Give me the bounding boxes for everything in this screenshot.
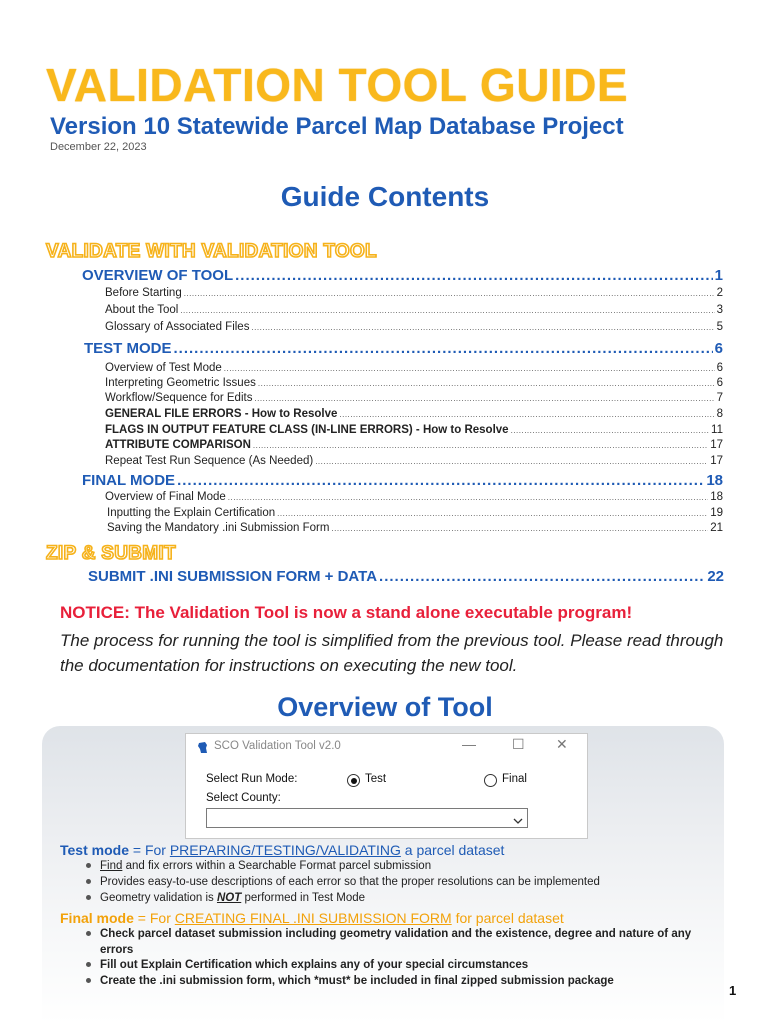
toc-page-number: 6 <box>716 362 723 374</box>
test-mode-bullet: Provides easy-to-use descriptions of each error so that the proper resolutions can be implemented <box>86 876 600 888</box>
chevron-down-icon <box>513 812 523 830</box>
test-radio-label[interactable]: Test <box>365 773 387 785</box>
toc-entry-interpreting-geometric-issues[interactable] <box>105 377 723 389</box>
overview-heading: Overview of Tool <box>277 692 493 722</box>
contents-heading: Guide Contents <box>280 181 490 212</box>
toc-entry-glossary[interactable] <box>105 321 723 333</box>
section-zip-submit-heading: ZIP & SUBMIT <box>46 543 176 564</box>
county-label: Select County: <box>206 792 281 804</box>
toc-page-number: 21 <box>710 522 723 534</box>
final-radio-label[interactable]: Final <box>502 773 527 785</box>
final-mode-bullet: Fill out Explain Certification which explains any of your special circumstances <box>86 959 528 971</box>
toc-entry-label: TEST MODE <box>84 340 172 357</box>
notice-body: The process for running the tool is simplified from the previous tool. Please read through the documentation for instructions on executing the new tool. <box>60 631 724 675</box>
toc-entry-overview-of-final-mode[interactable] <box>105 491 723 503</box>
test-mode-bullet: Geometry validation is NOT performed in Test Mode <box>86 892 365 904</box>
toc-page-number: 1 <box>714 267 723 284</box>
window-title: SCO Validation Tool v2.0 <box>214 740 341 752</box>
toc-entry-label: Workflow/Sequence for Edits <box>105 392 253 404</box>
wisconsin-map-icon <box>198 741 208 759</box>
toc-page-number: 6 <box>716 377 723 389</box>
final-radio-button[interactable] <box>484 774 497 787</box>
document-subtitle: Version 10 Statewide Parcel Map Database Project <box>50 113 624 140</box>
toc-entry-label: Overview of Test Mode <box>105 362 222 374</box>
toc-entry-label: Glossary of Associated Files <box>105 321 250 333</box>
toc-entry-test-mode[interactable] <box>84 340 723 357</box>
toc-entry-submit-ini-form[interactable] <box>88 568 724 585</box>
notice-headline: NOTICE: The Validation Tool is now a stand alone executable program! <box>60 603 633 622</box>
toc-page-number: 5 <box>716 321 723 333</box>
final-mode-bullet: Create the .ini submission form, which *must* be included in final zipped submission package <box>86 975 614 987</box>
toc-entry-repeat-test-run[interactable] <box>105 455 723 467</box>
toc-entry-label: ATTRIBUTE COMPARISON <box>105 439 251 451</box>
toc-page-number: 3 <box>716 304 723 316</box>
toc-entry-label: Repeat Test Run Sequence (As Needed) <box>105 455 314 467</box>
document-date: December 22, 2023 <box>50 141 147 153</box>
final-mode-description: Final mode = For CREATING FINAL .INI SUBMISSION FORM for parcel dataset <box>60 910 564 926</box>
toc-entry-final-mode[interactable] <box>82 472 723 489</box>
toc-entry-label: SUBMIT .INI SUBMISSION FORM + DATA <box>88 568 378 585</box>
final-mode-bullet: Check parcel dataset submission including geometry validation and the existence, degree and nature of any <box>86 928 691 940</box>
toc-entry-label: GENERAL FILE ERRORS - How to Resolve <box>105 408 338 420</box>
test-mode-bullet: Find and fix errors within a Searchable Format parcel submission <box>86 860 431 872</box>
toc-page-number: 11 <box>711 424 723 436</box>
toc-entry-workflow-sequence[interactable] <box>105 392 723 404</box>
toc-entry-label: About the Tool <box>105 304 179 316</box>
toc-entry-flags-in-output[interactable] <box>105 424 723 436</box>
toc-entry-before-starting[interactable] <box>105 287 723 299</box>
minimize-icon[interactable]: — <box>462 736 476 752</box>
toc-entry-label: Before Starting <box>105 287 182 299</box>
toc-entry-saving-ini-form[interactable] <box>107 522 723 534</box>
toc-page-number: 22 <box>707 568 724 585</box>
county-select[interactable] <box>206 808 528 828</box>
toc-entry-label: Saving the Mandatory .ini Submission Form <box>107 522 330 534</box>
validation-tool-window <box>185 733 588 839</box>
toc-page-number: 17 <box>710 439 723 451</box>
toc-entry-inputting-explain-certification[interactable] <box>107 507 723 519</box>
toc-page-number: 6 <box>714 340 723 357</box>
toc-entry-attribute-comparison[interactable] <box>105 439 723 451</box>
toc-entry-label: FINAL MODE <box>82 472 176 489</box>
toc-entry-label: Overview of Final Mode <box>105 491 226 503</box>
toc-entry-overview-of-test-mode[interactable] <box>105 362 723 374</box>
run-mode-label: Select Run Mode: <box>206 773 298 785</box>
toc-page-number: 7 <box>716 392 723 404</box>
document-title: VALIDATION TOOL GUIDE <box>46 59 629 111</box>
toc-page-number: 2 <box>716 287 723 299</box>
toc-page-number: 17 <box>710 455 723 467</box>
close-icon[interactable]: ✕ <box>556 736 568 752</box>
toc-entry-label: Interpreting Geometric Issues <box>105 377 256 389</box>
toc-entry-general-file-errors[interactable] <box>105 408 723 420</box>
page-number: 1 <box>729 983 737 998</box>
toc-page-number: 18 <box>706 472 723 489</box>
toc-entry-about-the-tool[interactable] <box>105 304 723 316</box>
toc-page-number: 8 <box>716 408 723 420</box>
toc-entry-label: FLAGS IN OUTPUT FEATURE CLASS (IN-LINE ERRORS) - How to Resolve <box>105 424 509 436</box>
test-radio-button[interactable] <box>347 774 360 787</box>
toc-entry-label: OVERVIEW OF TOOL <box>82 267 234 284</box>
toc-page-number: 19 <box>710 507 723 519</box>
toc-entry-label: Inputting the Explain Certification <box>107 507 276 519</box>
maximize-icon[interactable]: ☐ <box>512 736 525 752</box>
section-validate-heading: VALIDATE WITH VALIDATION TOOL <box>46 241 377 262</box>
final-mode-bullet-continued: errors <box>100 944 134 956</box>
toc-entry-overview-of-tool[interactable] <box>82 267 723 284</box>
test-mode-description: Test mode = For PREPARING/TESTING/VALIDATING a parcel dataset <box>60 842 505 858</box>
toc-page-number: 18 <box>710 491 723 503</box>
